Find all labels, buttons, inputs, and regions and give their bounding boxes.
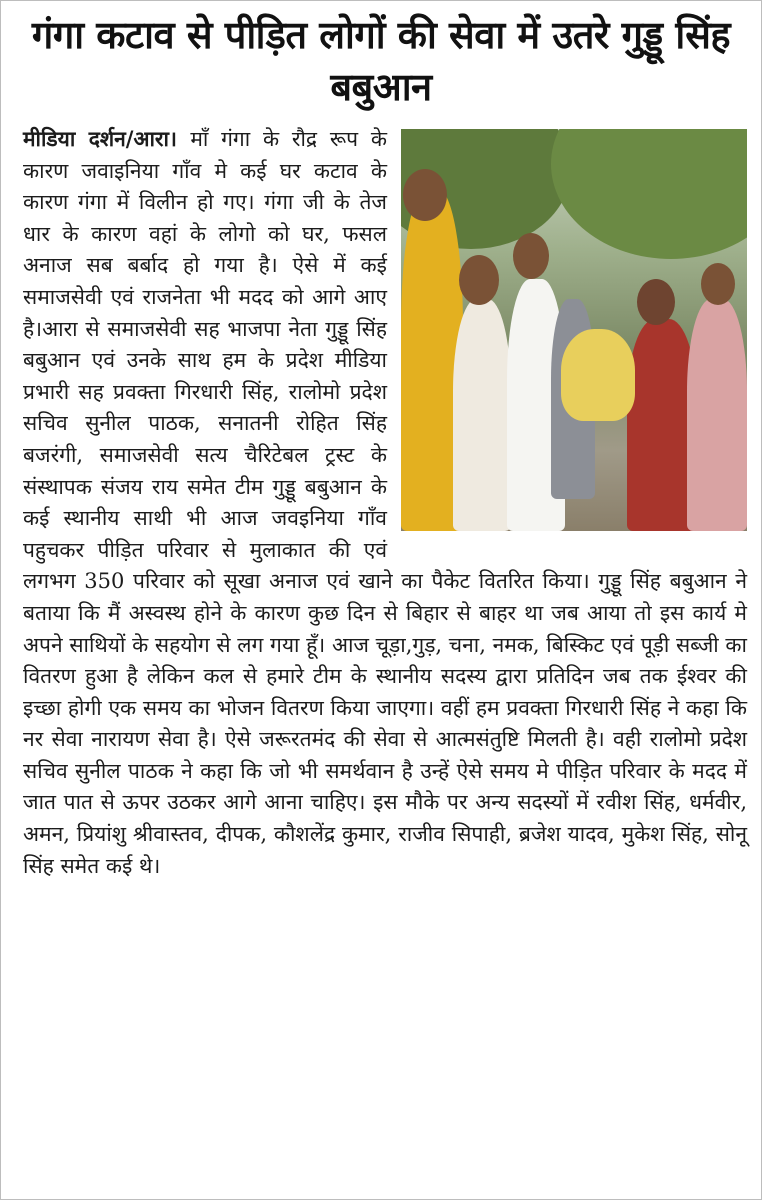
article-body: माँ गंगा के रौद्र रूप के कारण जवाइनिया गाँव मे कई घर कटाव के कारण गंगा में विलीन हो गए। गंगा जी के तेज धार के कारण वहां के लोगो को घर, फसल अनाज सब बर्बाद हो गया है। ऐसे में कई समाजसेवी एवं राजनेता भी मदद को आगे आए है।आरा से समाजसेवी सह भाजपा नेता गुड्डू सिंह बबुआन एवं उनके साथ हम के प्रदेश मीडिया प्रभारी सह प्रवक्ता गिरधारी सिंह, रालोमो प्रदेश सचिव सुनील पाठक, सनातनी रोहित सिंह बजरंगी, समाजसेवी सत्य चैरिटेबल ट्रस्ट के संस्थापक संजय राय समेत टीम गुड्डू बबुआन के कई स्थानीय साथी भी आज जवइनिया गाँव पहुचकर पीड़ित परिवार से मुलाकात की एवं लगभग 350 परिवार को सूखा अनाज एवं खाने का पैकेट वितरित किया। गुड्डू सिंह बबुआन ने बताया कि मैं अस्वस्थ होने के कारण कुछ दिन से बिहार से बाहर था जब आया तो इस कार्य मे अपने साथियों के सहयोग से लग गया हूँ। आज चूड़ा,गुड़, चना, नमक, बिस्किट एवं पूड़ी सब्जी का वितरण हुआ है लेकिन कल से हमारे टीम के स्थानीय सदस्य द्वारा प्रतिदिन जब तक ईश्वर की इच्छा होगी एक समय का भोजन वितरण किया जाएगा। वहीं हम प्रवक्ता गिरधारी सिंह ने कहा कि नर सेवा नारायण सेवा है। ऐसे जरूरतमंद की सेवा से आत्मसंतुष्टि मिलती है। वही रालोमो प्रदेश सचिव सुनील पाठक ने कहा कि जो भी समर्थवान है उन्हें ऐसे समय मे पीड़ित परिवार के मदद में जात पात से ऊपर उठकर आगे आना चाहिए। इस मौके पर अन्य सदस्यों में रवीश सिंह, धर्मवीर, अमन, प्रियांशु श्रीवास्तव, दीपक, कौशलेंद्र कुमार, राजीव सिपाही, ब्रजेश यादव, मुकेश सिंह, सोनू सिंह समेत कई थे।	[23, 127, 747, 878]
news-photo	[401, 129, 747, 531]
headline: गंगा कटाव से पीड़ित लोगों की सेवा में उतरे गुड्डू सिंह बबुआन	[31, 13, 731, 109]
dateline: मीडिया दर्शन/आरा।	[23, 126, 191, 151]
article	[23, 123, 747, 882]
